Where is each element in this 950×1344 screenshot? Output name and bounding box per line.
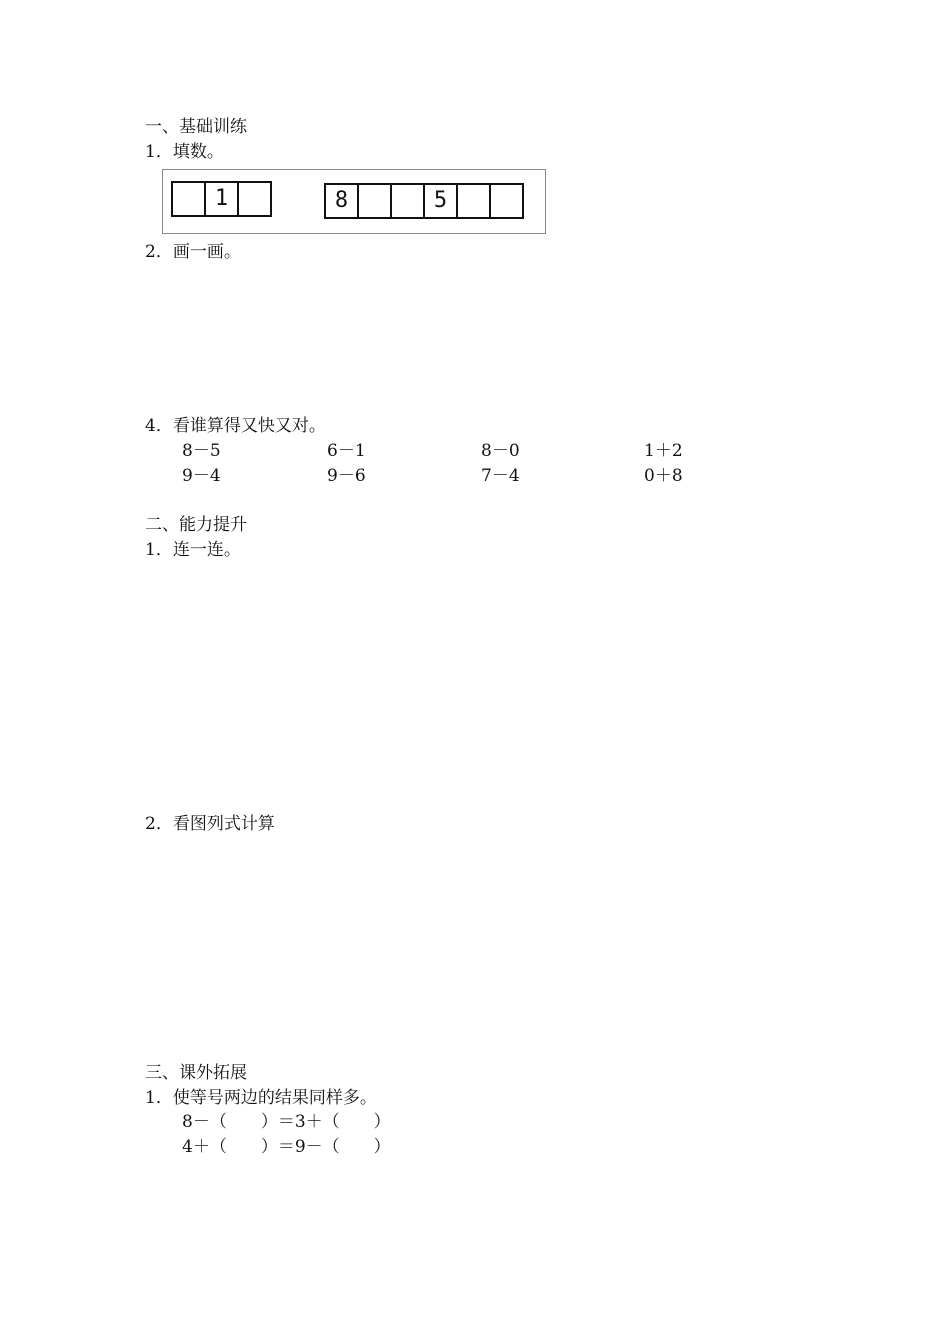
calc-item: 8－0 — [481, 441, 520, 461]
equation-line: 4＋（ ）＝9－（ ） — [182, 1137, 391, 1157]
section-2-title: 二、能力提升 — [145, 515, 247, 535]
number-box[interactable]: 1 — [204, 181, 239, 217]
question-4-label: 4．看谁算得又快又对。 — [145, 416, 326, 436]
number-box[interactable]: 8 — [324, 183, 359, 219]
number-box[interactable] — [456, 183, 491, 219]
number-box-row-1 — [171, 181, 272, 217]
number-box[interactable] — [171, 181, 206, 217]
calc-item: 9－4 — [182, 466, 221, 486]
section-3-title: 三、课外拓展 — [145, 1063, 247, 1083]
calc-item: 1＋2 — [644, 441, 683, 461]
calc-item: 6－1 — [327, 441, 366, 461]
calc-item: 9－6 — [327, 466, 366, 486]
number-box[interactable]: 5 — [423, 183, 458, 219]
number-box[interactable] — [390, 183, 425, 219]
question-1-label: 1．连一连。 — [145, 540, 241, 560]
number-box-row-2 — [324, 183, 524, 219]
calc-item: 7－4 — [481, 466, 520, 486]
number-box[interactable] — [489, 183, 524, 219]
section-1-title: 一、基础训练 — [145, 117, 247, 137]
calc-item: 8－5 — [182, 441, 221, 461]
question-1-label: 1．填数。 — [145, 142, 224, 162]
question-1-label: 1．使等号两边的结果同样多。 — [145, 1088, 377, 1108]
question-2-label: 2．画一画。 — [145, 242, 241, 262]
calc-item: 0＋8 — [644, 466, 683, 486]
question-2-label: 2．看图列式计算 — [145, 814, 275, 834]
equation-line: 8－（ ）＝3＋（ ） — [182, 1112, 391, 1132]
number-box[interactable] — [357, 183, 392, 219]
number-box[interactable] — [237, 181, 272, 217]
